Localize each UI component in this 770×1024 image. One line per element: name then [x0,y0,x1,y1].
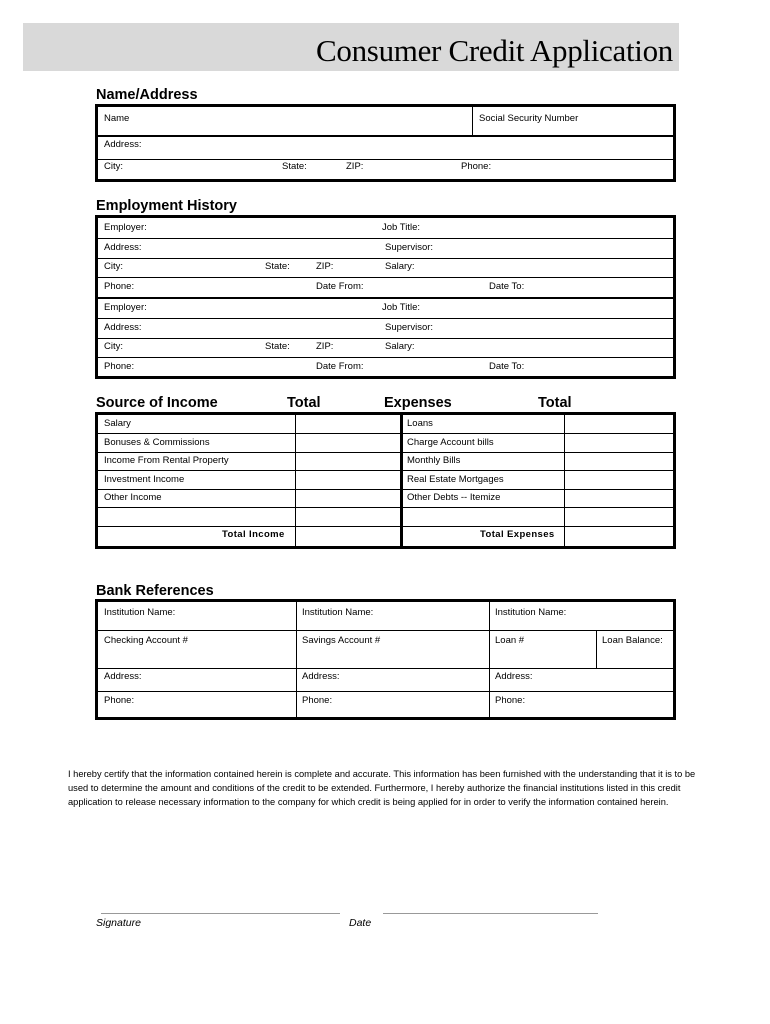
ssn-field[interactable]: Social Security Number [479,113,579,124]
job-title-1-field[interactable]: Job Title: [382,222,421,233]
institution-3-field[interactable]: Institution Name: [495,607,567,618]
loan-number-field[interactable]: Loan # [495,635,525,646]
total-expenses-label: Total Expenses [480,529,555,540]
bank-address-1-field[interactable]: Address: [104,671,142,682]
income-item: Income From Rental Property [104,455,229,466]
employment-heading: Employment History [96,198,237,214]
bank-address-3-field[interactable]: Address: [495,671,533,682]
bank-references-box [95,599,676,720]
emp-zip-2-field[interactable]: ZIP: [316,341,334,352]
salary-2-field[interactable]: Salary: [385,341,415,352]
city-field[interactable]: City: [104,161,123,172]
total-income-label: Total Income [222,529,285,540]
date-line[interactable] [383,913,598,914]
signature-label: Signature [96,917,141,929]
expenses-heading: Expenses [384,395,452,411]
title-bar [23,23,679,71]
emp-state-1-field[interactable]: State: [265,261,290,272]
supervisor-1-field[interactable]: Supervisor: [385,242,434,253]
savings-account-field[interactable]: Savings Account # [302,635,381,646]
expense-item: Loans [407,418,433,429]
certification-text: I hereby certify that the information contained herein is complete and accurate. This information has been furnished with the understanding that it is to be used to determine the amount and conditions of the credit to be extended. Furthermore, I hereby authorize the financial institutions listed in this credit application to release necessary information to the company for which credit is being applied for in order to verify the information contained herein. [68,769,696,807]
expenses-total-heading: Total [538,395,572,411]
emp-zip-1-field[interactable]: ZIP: [316,261,334,272]
income-item: Investment Income [104,474,185,485]
name-field[interactable]: Name [104,113,130,124]
address-field[interactable]: Address: [104,139,142,150]
emp-phone-2-field[interactable]: Phone: [104,361,135,372]
bank-phone-3-field[interactable]: Phone: [495,695,526,706]
emp-city-2-field[interactable]: City: [104,341,123,352]
expense-item: Other Debts -- Itemize [407,492,501,503]
expense-item: Real Estate Mortgages [407,474,504,485]
signature-line[interactable] [101,913,340,914]
bank-phone-2-field[interactable]: Phone: [302,695,333,706]
date-to-2-field[interactable]: Date To: [489,361,525,372]
bank-heading: Bank References [96,583,214,599]
emp-state-2-field[interactable]: State: [265,341,290,352]
date-from-2-field[interactable]: Date From: [316,361,364,372]
date-label: Date [349,917,372,929]
checking-account-field[interactable]: Checking Account # [104,635,188,646]
salary-1-field[interactable]: Salary: [385,261,415,272]
supervisor-2-field[interactable]: Supervisor: [385,322,434,333]
job-title-2-field[interactable]: Job Title: [382,302,421,313]
emp-phone-1-field[interactable]: Phone: [104,281,135,292]
expense-item: Monthly Bills [407,455,461,466]
emp-address-2-field[interactable]: Address: [104,322,142,333]
employer-1-field[interactable]: Employer: [104,222,147,233]
institution-2-field[interactable]: Institution Name: [302,607,374,618]
income-item: Salary [104,418,131,429]
date-from-1-field[interactable]: Date From: [316,281,364,292]
page-title: Consumer Credit Application [316,33,673,68]
zip-field[interactable]: ZIP: [346,161,364,172]
income-item: Other Income [104,492,162,503]
name-address-heading: Name/Address [96,87,198,103]
emp-address-1-field[interactable]: Address: [104,242,142,253]
employer-2-field[interactable]: Employer: [104,302,147,313]
institution-1-field[interactable]: Institution Name: [104,607,176,618]
bank-phone-1-field[interactable]: Phone: [104,695,135,706]
income-total-heading: Total [287,395,321,411]
state-field[interactable]: State: [282,161,307,172]
emp-city-1-field[interactable]: City: [104,261,123,272]
income-heading: Source of Income [96,395,218,411]
phone-field[interactable]: Phone: [461,161,492,172]
loan-balance-field[interactable]: Loan Balance: [602,635,663,646]
name-address-box [95,104,676,182]
income-expenses-table [95,412,676,549]
date-to-1-field[interactable]: Date To: [489,281,525,292]
bank-address-2-field[interactable]: Address: [302,671,340,682]
expense-item: Charge Account bills [407,437,494,448]
income-item: Bonuses & Commissions [104,437,210,448]
employment-box [95,215,676,379]
